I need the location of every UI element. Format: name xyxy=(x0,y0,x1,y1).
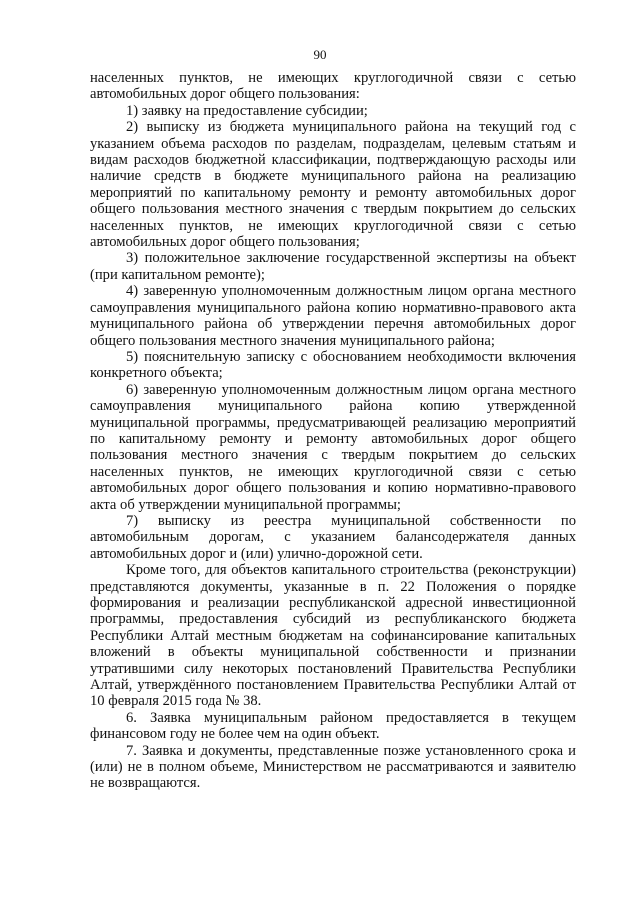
list-item-3: 3) положительное заключение государственной экспертизы на объект (при капитальном ремонте); xyxy=(90,250,576,283)
paragraph-capital-construction: Кроме того, для объектов капитального строительства (реконструкции) представляются документы, указанные в п. 22 Положения о порядке формирования и реализации республиканской адресной инвестиционной программы, предоставления субсидий из республиканского бюджета Республики Алтай местным бюджетам на софинансирование капитальных вложений в объекты муниципальной собственности и признании утратившими силу некоторых постановлений Правительства Республики Алтай, утверждённого постановлением Правительства Республики Алтай от 10 февраля 2015 года № 38. xyxy=(90,562,576,710)
paragraph-section-7: 7. Заявка и документы, представленные позже установленного срока и (или) не в полном объеме, Министерством не рассматриваются и заявителю не возвращаются. xyxy=(90,742,576,792)
list-item-7: 7) выписку из реестра муниципальной собственности по автомобильным дорогам, с указанием балансодержателя данных автомобильных дорог и (или) улично-дорожной сети. xyxy=(90,512,576,562)
list-item-4: 4) заверенную уполномоченным должностным лицом органа местного самоуправления муниципального района копию нормативно-правового акта муниципального района об утверждении перечня автомобильных дорог общего пользования местного значения муниципального района; xyxy=(90,283,576,349)
list-item-6: 6) заверенную уполномоченным должностным лицом органа местного самоуправления муниципального района копию утвержденной муниципальной программы, предусматривающей реализацию мероприятий по капитальному ремонту и ремонту автомобильных дорог общего пользования местного значения с твердым покрытием до сельских населенных пунктов, не имеющих круглогодичной связи с сетью автомобильных дорог общего пользования и копию нормативно-правового акта об утверждении муниципальной программы; xyxy=(90,381,576,513)
paragraph-continuation: населенных пунктов, не имеющих круглогодичной связи с сетью автомобильных дорог общего пользования: xyxy=(90,70,576,103)
paragraph-section-6: 6. Заявка муниципальным районом предоставляется в текущем финансовом году не более чем на один объект. xyxy=(90,709,576,743)
list-item-2: 2) выписку из бюджета муниципального района на текущий год с указанием объема расходов по разделам, подразделам, целевым статьям и видам расходов бюджетной классификации, подтверждающую расходы или наличие средств в бюджете муниципального района на реализацию мероприятий по капитальному ремонту и ремонту автомобильных дорог общего пользования местного значения с твердым покрытием до сельских населенных пунктов, не имеющих круглогодичной связи с сетью автомобильных дорог общего пользования; xyxy=(90,119,576,251)
list-item-5: 5) пояснительную записку с обоснованием необходимости включения конкретного объекта; xyxy=(90,348,576,382)
page-number: 90 xyxy=(313,47,327,62)
document-body xyxy=(90,70,576,792)
list-item-1: 1) заявку на предоставление субсидии; xyxy=(126,102,368,119)
